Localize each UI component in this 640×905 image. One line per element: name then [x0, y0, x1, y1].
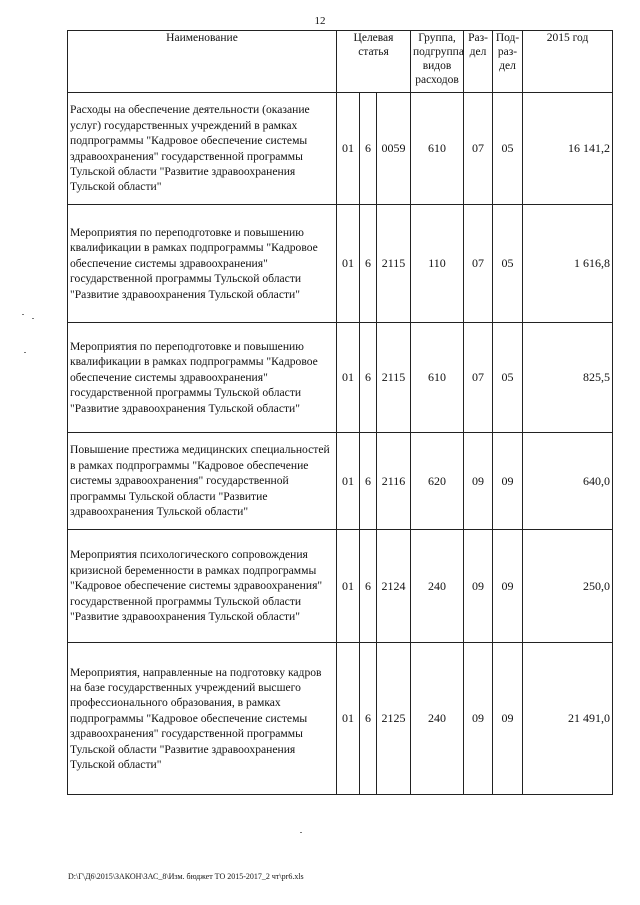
row-target-subprogram: 6: [360, 205, 377, 323]
table-row: [68, 530, 613, 643]
page-number: 12: [314, 15, 326, 27]
row-amount: 250,0: [523, 530, 613, 643]
row-section: 09: [464, 530, 493, 643]
row-target-subprogram: 6: [360, 530, 377, 643]
row-expense-group: 610: [411, 323, 464, 433]
row-subsection: 09: [493, 433, 523, 530]
row-amount: 640,0: [523, 433, 613, 530]
row-target-direction: 0059: [377, 93, 411, 205]
row-name: Мероприятия по переподготовке и повышению квалификации в рамках подпрограммы "Кадровое обеспечение системы здравоохранения" государственной программы Тульской области "Развитие здравоохранения Тульской области": [68, 205, 337, 323]
row-target-program: 01: [337, 433, 360, 530]
row-expense-group: 610: [411, 93, 464, 205]
row-target-program: 01: [337, 93, 360, 205]
row-amount: 1 616,8: [523, 205, 613, 323]
row-target-direction: 2124: [377, 530, 411, 643]
scan-speck: [22, 314, 24, 315]
scan-speck: [32, 318, 34, 319]
table-row: [68, 323, 613, 433]
row-subsection: 09: [493, 530, 523, 643]
row-target-direction: 2115: [377, 323, 411, 433]
row-subsection: 05: [493, 93, 523, 205]
row-section: 09: [464, 433, 493, 530]
row-section: 07: [464, 323, 493, 433]
row-subsection: 09: [493, 643, 523, 795]
row-amount: 825,5: [523, 323, 613, 433]
row-amount: 21 491,0: [523, 643, 613, 795]
table-header-row: [68, 31, 613, 93]
row-target-program: 01: [337, 323, 360, 433]
row-expense-group: 110: [411, 205, 464, 323]
header-target-article: Целевая статья: [337, 31, 411, 93]
row-amount: 16 141,2: [523, 93, 613, 205]
row-name: Повышение престижа медицинских специальностей в рамках подпрограммы "Кадровое обеспечение системы здравоохранения" государственной программы Тульской области "Развитие здравоохранения Тульской области": [68, 433, 337, 530]
row-subsection: 05: [493, 205, 523, 323]
header-subsection: Под-раз-дел: [493, 31, 523, 93]
row-section: 07: [464, 205, 493, 323]
row-target-subprogram: 6: [360, 433, 377, 530]
row-target-program: 01: [337, 530, 360, 643]
row-subsection: 05: [493, 323, 523, 433]
footer-file-path: D:\Г\Д6\2015\ЗАКОН\ЗАС_8\Изм. бюджет ТО 2015-2017_2 чт\pr6.xls: [68, 872, 304, 881]
table-row: [68, 433, 613, 530]
row-target-subprogram: 6: [360, 93, 377, 205]
row-target-direction: 2115: [377, 205, 411, 323]
row-name: Мероприятия по переподготовке и повышению квалификации в рамках подпрограммы "Кадровое обеспечение системы здравоохранения" государственной программы Тульской области "Развитие здравоохранения Тульской области": [68, 323, 337, 433]
row-expense-group: 240: [411, 530, 464, 643]
header-name: Наименование: [68, 31, 337, 93]
row-target-program: 01: [337, 643, 360, 795]
row-target-program: 01: [337, 205, 360, 323]
row-section: 07: [464, 93, 493, 205]
row-name: Мероприятия психологического сопровождения кризисной беременности в рамках подпрограммы "Кадровое обеспечение системы здравоохранения" государственной программы Тульской области "Развитие здравоохранения Тульской области": [68, 530, 337, 643]
row-name: Расходы на обеспечение деятельности (оказание услуг) государственных учреждений в рамках подпрограммы "Кадровое обеспечение системы здравоохранения" государственной программы Тульской области "Развитие здравоохранения Тульской области": [68, 93, 337, 205]
row-target-subprogram: 6: [360, 643, 377, 795]
row-name: Мероприятия, направленные на подготовку кадров на базе государственных учреждений высшего профессионального образования, в рамках подпрограммы "Кадровое обеспечение системы здравоохранения" государственной программы Тульской области "Развитие здравоохранения Тульской области": [68, 643, 337, 795]
scan-speck: [300, 832, 302, 833]
row-target-direction: 2116: [377, 433, 411, 530]
table-row: [68, 643, 613, 795]
table-row: [68, 205, 613, 323]
scan-speck: [24, 352, 26, 353]
header-expense-group: Группа, подгруппа видов расходов: [411, 31, 464, 93]
header-section: Раз-дел: [464, 31, 493, 93]
budget-table: [67, 30, 613, 795]
row-expense-group: 240: [411, 643, 464, 795]
row-expense-group: 620: [411, 433, 464, 530]
row-target-direction: 2125: [377, 643, 411, 795]
row-target-subprogram: 6: [360, 323, 377, 433]
row-section: 09: [464, 643, 493, 795]
header-year: 2015 год: [523, 31, 613, 93]
table-row: [68, 93, 613, 205]
